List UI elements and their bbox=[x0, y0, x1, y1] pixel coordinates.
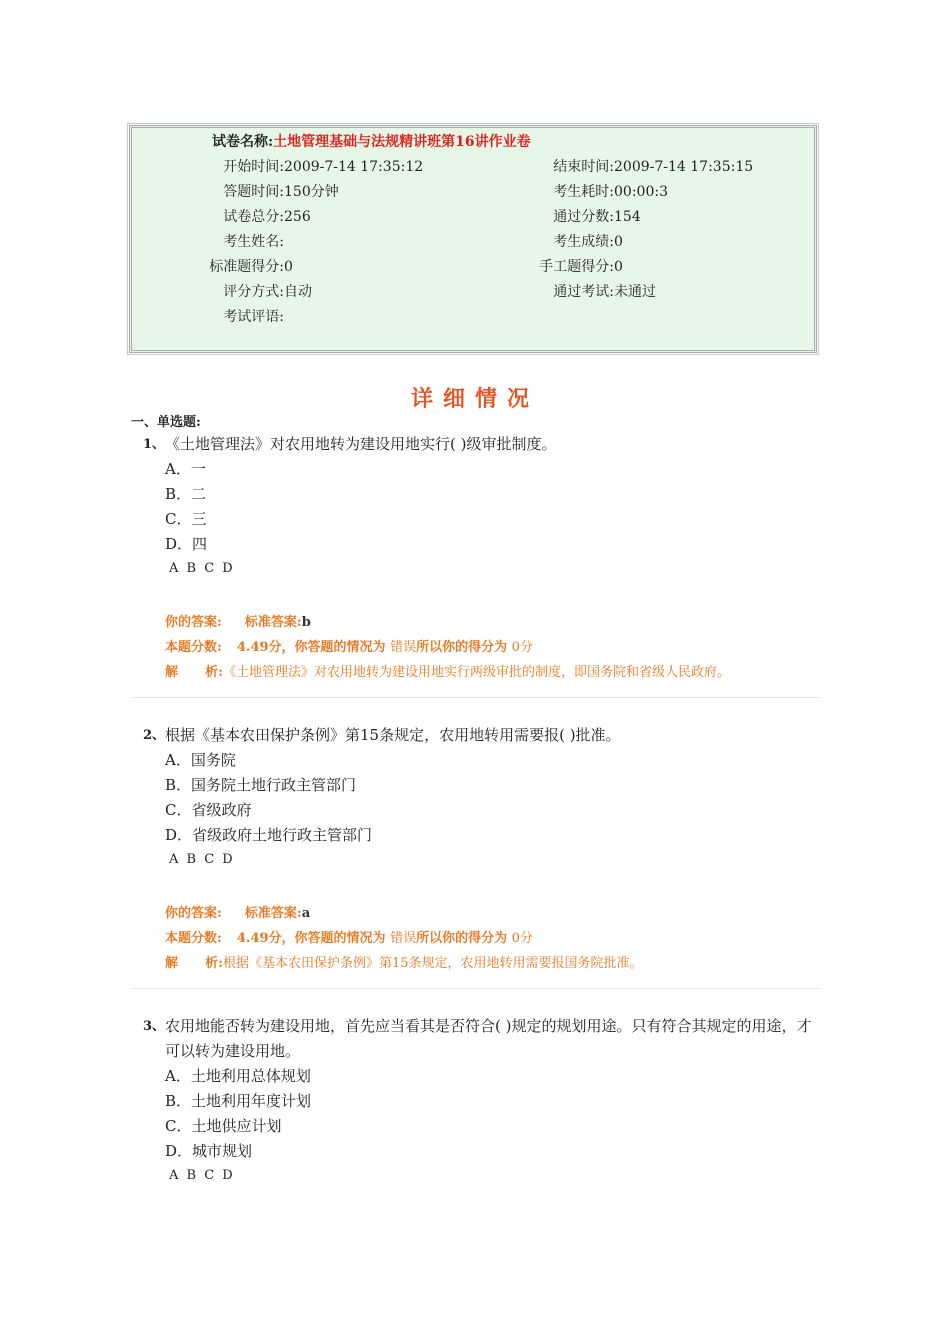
pass-score-label: 通过分数: bbox=[553, 209, 614, 225]
total-score-label: 试卷总分: bbox=[223, 209, 284, 225]
info-row-grade bbox=[504, 233, 623, 251]
duration-value: 150分钟 bbox=[284, 184, 339, 200]
choice-letters: A B C D bbox=[169, 561, 235, 576]
manual-score-value: 0 bbox=[614, 259, 623, 275]
answer-line bbox=[165, 902, 310, 921]
exam-title-label: 试卷名称: bbox=[212, 134, 274, 150]
info-row-name bbox=[172, 233, 284, 251]
comment-label: 考试评语: bbox=[223, 309, 284, 325]
score-line bbox=[165, 927, 533, 946]
info-row-start bbox=[172, 158, 423, 176]
score-value: 4.49分，你答题的情况为 bbox=[236, 640, 386, 655]
passed-value: 未通过 bbox=[614, 284, 656, 300]
answer-line bbox=[165, 611, 311, 630]
choice-letters: A B C D bbox=[169, 1168, 235, 1183]
total-score-value: 256 bbox=[284, 209, 311, 225]
question-number: 3、 bbox=[143, 1019, 166, 1034]
analysis-label: 解 析: bbox=[165, 956, 223, 971]
candidate-grade-label: 考生成绩: bbox=[553, 234, 614, 250]
option-d: D．城市规划 bbox=[165, 1142, 253, 1160]
info-row-std-score bbox=[172, 258, 293, 276]
duration-label: 答题时间: bbox=[223, 184, 284, 200]
score-value: 4.49分，你答题的情况为 bbox=[236, 931, 386, 946]
exam-info-box bbox=[129, 125, 817, 353]
score-label: 本题分数: bbox=[165, 640, 222, 655]
exam-title-value: 土地管理基础与法规精讲班第16讲作业卷 bbox=[273, 134, 531, 150]
question-text: 农用地能否转为建设用地，首先应当看其是否符合( )规定的规划用途。只有符合其规定的用途，才可以转为建设用地。 bbox=[165, 1017, 812, 1060]
end-time-value: 2009-7-14 17:35:15 bbox=[614, 159, 754, 175]
option-d: D．省级政府土地行政主管部门 bbox=[165, 826, 373, 844]
option-b: B．二 bbox=[165, 485, 207, 503]
exam-title-row bbox=[212, 133, 531, 151]
elapsed-value: 00:00:3 bbox=[614, 184, 668, 200]
earned-score: 0分 bbox=[511, 931, 533, 946]
divider bbox=[131, 697, 820, 698]
result-value: 错误 bbox=[390, 640, 417, 655]
std-score-label: 标准题得分: bbox=[209, 259, 284, 275]
std-answer-label: 标准答案: bbox=[244, 906, 302, 921]
info-row-grading bbox=[172, 283, 312, 301]
analysis-text: 《土地管理法》对农用地转为建设用地实行两级审批的制度，即国务院和省级人民政府。 bbox=[222, 665, 730, 680]
analysis-label: 解 析: bbox=[165, 665, 223, 680]
manual-score-label: 手工题得分: bbox=[539, 259, 614, 275]
option-c: C．三 bbox=[165, 510, 207, 528]
option-a: A．土地利用总体规划 bbox=[165, 1067, 311, 1085]
analysis-line bbox=[165, 952, 643, 971]
section-label: 一、单选题: bbox=[131, 415, 201, 430]
info-row-elapsed bbox=[504, 183, 668, 201]
your-answer-label: 你的答案: bbox=[165, 906, 222, 921]
divider bbox=[131, 988, 820, 989]
passed-label: 通过考试: bbox=[553, 284, 614, 300]
detail-title: 详细情况 bbox=[410, 386, 539, 412]
start-time-value: 2009-7-14 17:35:12 bbox=[284, 159, 424, 175]
option-a: A．一 bbox=[165, 460, 206, 478]
analysis-text: 根据《基本农田保护条例》第15条规定，农用地转用需要报国务院批准。 bbox=[222, 956, 643, 971]
question-number: 1、 bbox=[143, 437, 166, 452]
question-text: 根据《基本农田保护条例》第15条规定，农用地转用需要报( )批准。 bbox=[165, 726, 621, 744]
std-answer-label: 标准答案: bbox=[244, 615, 302, 630]
result-suffix: 所以你的得分为 bbox=[416, 931, 508, 946]
pass-score-value: 154 bbox=[614, 209, 641, 225]
score-label: 本题分数: bbox=[165, 931, 222, 946]
option-c: C．省级政府 bbox=[165, 801, 252, 819]
candidate-name-label: 考生姓名: bbox=[223, 234, 284, 250]
std-answer-value: a bbox=[301, 906, 311, 921]
option-d: D．四 bbox=[165, 535, 208, 553]
elapsed-label: 考生耗时: bbox=[553, 184, 614, 200]
info-row-pass bbox=[504, 208, 641, 226]
option-a: A．国务院 bbox=[165, 751, 236, 769]
grading-method-label: 评分方式: bbox=[223, 284, 284, 300]
info-row-duration bbox=[172, 183, 339, 201]
earned-score: 0分 bbox=[511, 640, 533, 655]
end-time-label: 结束时间: bbox=[553, 159, 614, 175]
grading-method-value: 自动 bbox=[284, 284, 312, 300]
std-score-value: 0 bbox=[284, 259, 293, 275]
your-answer-label: 你的答案: bbox=[165, 615, 222, 630]
score-line bbox=[165, 636, 533, 655]
info-row-comment bbox=[172, 308, 284, 326]
result-suffix: 所以你的得分为 bbox=[416, 640, 508, 655]
option-b: B．土地利用年度计划 bbox=[165, 1092, 312, 1110]
analysis-line bbox=[165, 661, 730, 680]
std-answer-value: b bbox=[301, 615, 311, 630]
option-c: C．土地供应计划 bbox=[165, 1117, 282, 1135]
info-row-manual-score bbox=[504, 258, 623, 276]
candidate-grade-value: 0 bbox=[614, 234, 623, 250]
start-time-label: 开始时间: bbox=[223, 159, 284, 175]
question-text: 《土地管理法》对农用地转为建设用地实行( )级审批制度。 bbox=[165, 435, 557, 453]
info-row-passed bbox=[504, 283, 656, 301]
info-row-total bbox=[172, 208, 311, 226]
option-b: B．国务院土地行政主管部门 bbox=[165, 776, 357, 794]
question-number: 2、 bbox=[143, 728, 166, 743]
choice-letters: A B C D bbox=[169, 852, 235, 867]
info-row-end bbox=[504, 158, 753, 176]
result-value: 错误 bbox=[390, 931, 417, 946]
